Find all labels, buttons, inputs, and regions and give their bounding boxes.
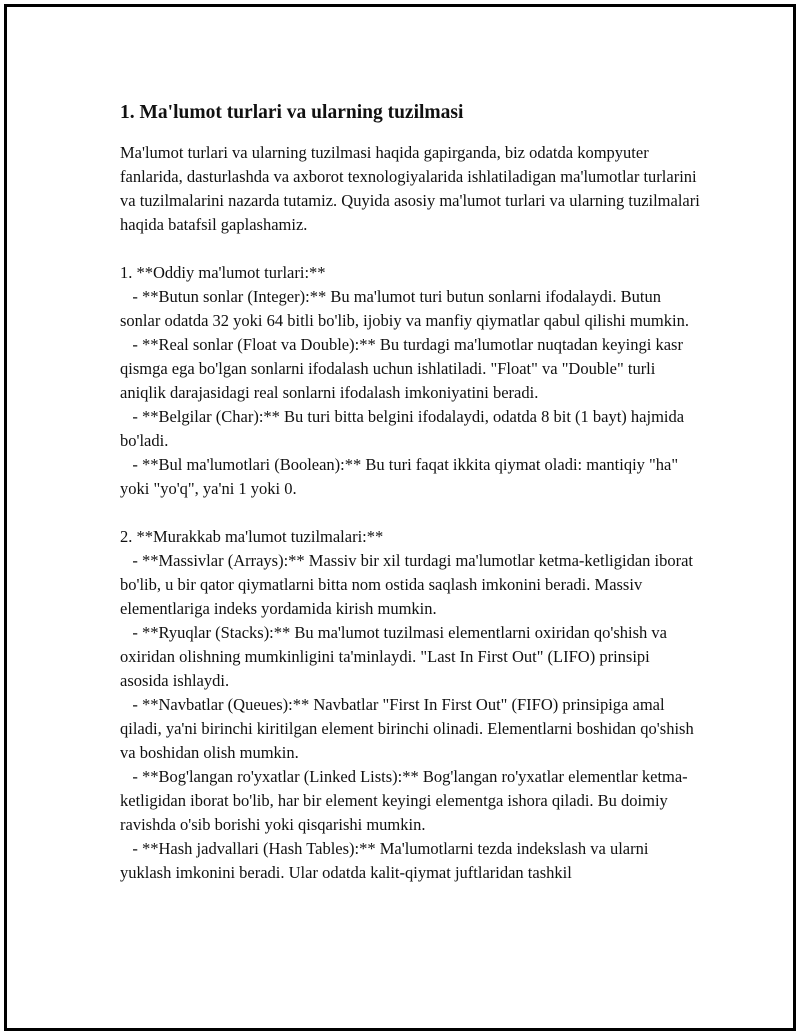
page-frame (4, 4, 796, 1031)
list-item-stacks: - **Ryuqlar (Stacks):** Bu ma'lumot tuzilmasi elementlarni oxiridan qo'shish va oxiridan olishning mumkinligini ta'minlaydi. "Last In First Out" (LIFO) prinsipi asosida ishlaydi. (120, 623, 672, 690)
section-heading-simple-types: 1. **Oddiy ma'lumot turlari:** (120, 263, 326, 282)
spacer (120, 501, 700, 525)
list-item-queues: - **Navbatlar (Queues):** Navbatlar "First In First Out" (FIFO) prinsipiga amal qiladi, ya'ni birinchi kiritilgan element birinchi olinadi. Elementlarni boshidan qo'shish va boshidan olish mumkin. (120, 695, 698, 762)
list-item-linked-lists: - **Bog'langan ro'yxatlar (Linked Lists):** Bog'langan ro'yxatlar elementlar ketma-ketligidan iborat bo'lib, har bir element keyingi elementga ishora qiladi. Bu doimiy ravishda o'sib borishi yoki qisqarishi mumkin. (120, 767, 688, 834)
section-heading-complex-structures: 2. **Murakkab ma'lumot tuzilmalari:** (120, 527, 384, 546)
list-item-integer: - **Butun sonlar (Integer):** Bu ma'lumot turi butun sonlarni ifodalaydi. Butun sonlar odatda 32 yoki 64 bitli bo'lib, ijobiy va manfiy qiymatlar qabul qilishi mumkin. (120, 287, 689, 330)
list-item-boolean: - **Bul ma'lumotlari (Boolean):** Bu turi faqat ikkita qiymat oladi: mantiqiy "ha" yoki "yo'q", ya'ni 1 yoki 0. (120, 455, 683, 498)
list-item-char: - **Belgilar (Char):** Bu turi bitta belgini ifodalaydi, odatda 8 bit (1 bayt) hajmida bo'ladi. (120, 407, 689, 450)
page-title: 1. Ma'lumot turlari va ularning tuzilmasi (120, 102, 464, 123)
intro-paragraph: Ma'lumot turlari va ularning tuzilmasi haqida gapirganda, biz odatda kompyuter fanlarida, dasturlashda va axborot texnologiyalarida ishlatiladigan ma'lumotlar turlarini va tuzilmalarini nazarda tutamiz. Quyida asosiy ma'lumot turlari va ularning tuzilmalari haqida batafsil gaplashamiz. (120, 143, 704, 234)
list-item-float-double: - **Real sonlar (Float va Double):** Bu turdagi ma'lumotlar nuqtadan keyingi kasr qismga ega bo'lgan sonlarni ifodalash uchun ishlatiladi. "Float" va "Double" turli aniqlik darajasidagi real sonlarni ifodalash imkoniyatini beradi. (120, 335, 688, 402)
list-item-arrays: - **Massivlar (Arrays):** Massiv bir xil turdagi ma'lumotlar ketma-ketligidan iborat bo'lib, u bir qator qiymatlarni bitta nom ostida saqlash imkonini beradi. Massiv elementlariga indeks yordamida kirish mumkin. (120, 551, 698, 618)
document-body (120, 99, 704, 885)
spacer (120, 237, 700, 261)
list-item-hash-tables: - **Hash jadvallari (Hash Tables):** Ma'lumotlarni tezda indekslash va ularni yuklash imkonini beradi. Ular odatda kalit-qiymat juftlaridan tashkil (120, 839, 653, 882)
